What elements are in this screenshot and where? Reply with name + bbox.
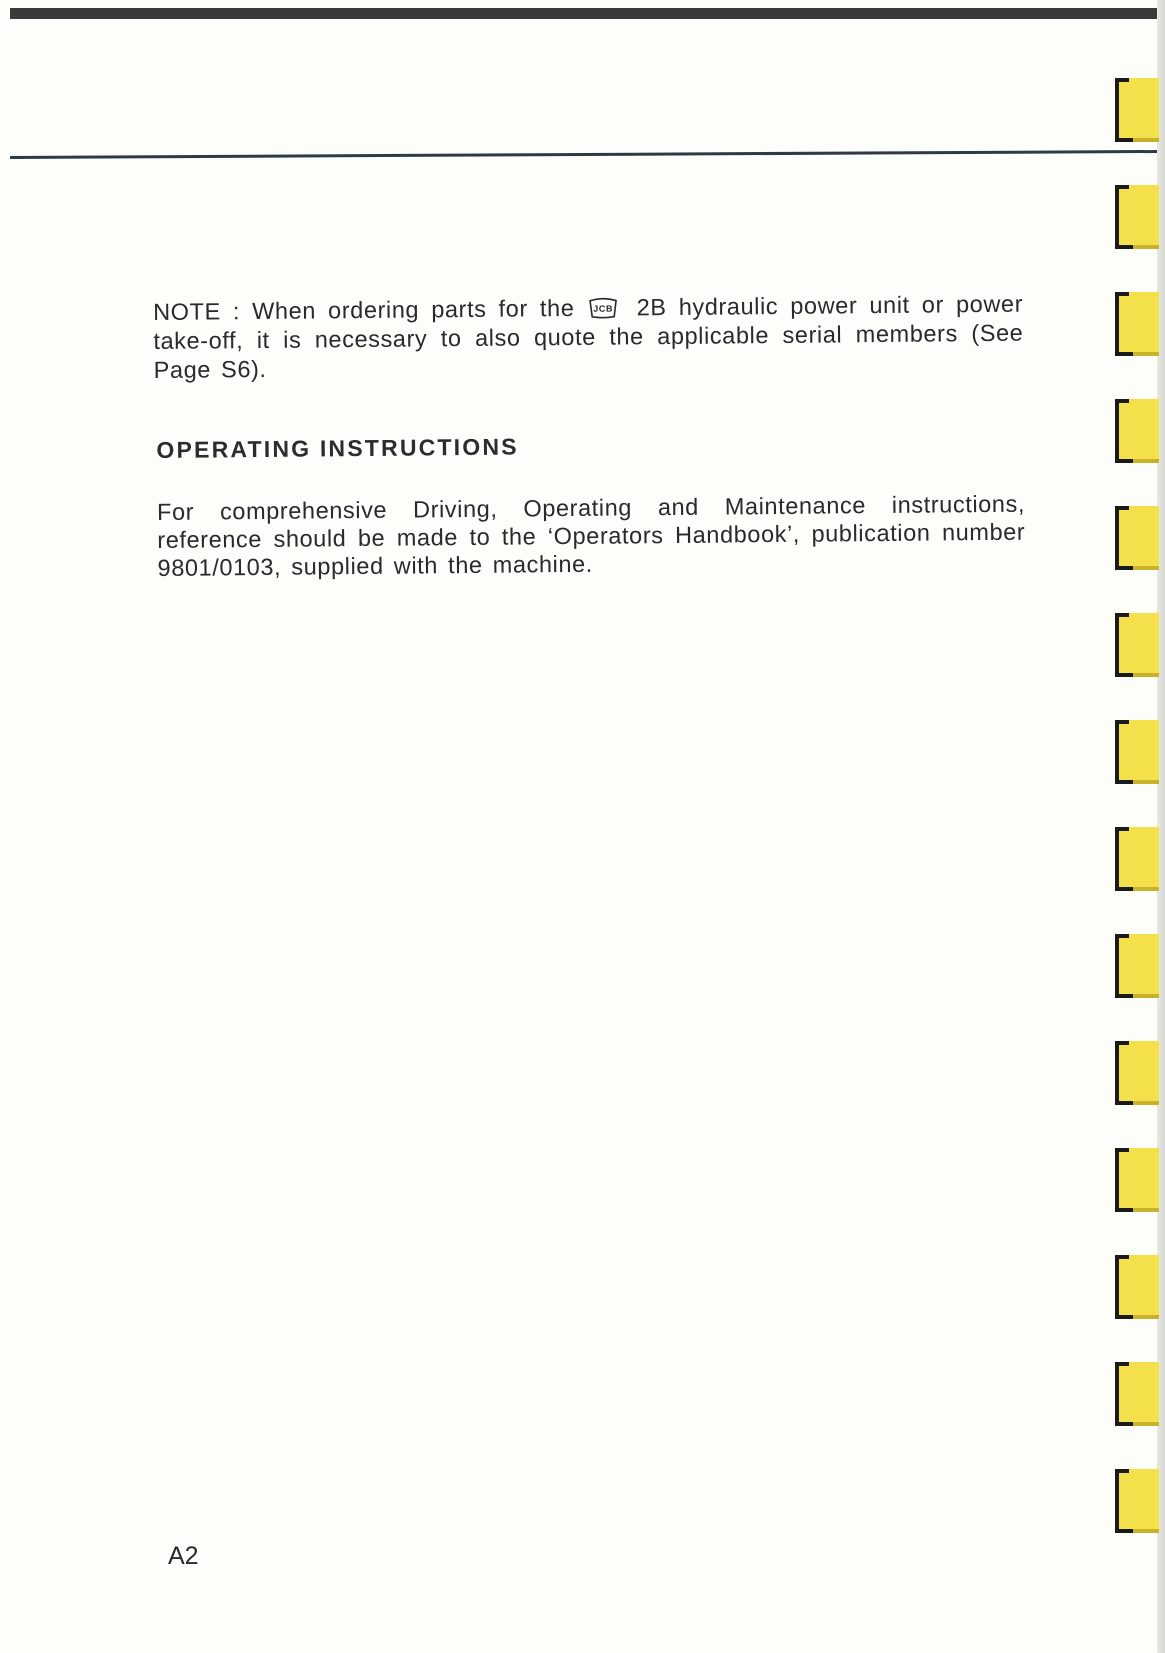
note-text-end: 2B hydraulic power unit or power take-off, it is necessary to also quote the applicable serial members (See Page S6).: [153, 290, 1024, 383]
note-paragraph: [153, 290, 1024, 385]
note-label: NOTE :: [153, 298, 241, 325]
index-tab[interactable]: [1115, 720, 1159, 784]
index-tab[interactable]: [1115, 827, 1159, 891]
header-rule: [10, 150, 1160, 159]
index-tab[interactable]: [1115, 506, 1159, 570]
index-tab[interactable]: [1115, 399, 1159, 463]
index-tab[interactable]: [1115, 78, 1159, 142]
page-number: A2: [168, 1542, 199, 1570]
index-tab[interactable]: [1115, 185, 1159, 249]
logo-text: JCB: [593, 303, 614, 314]
top-edge-bar: [10, 8, 1160, 19]
index-tabs: [1095, 0, 1165, 1653]
note-text-start: When ordering parts for the: [252, 294, 575, 325]
index-tab[interactable]: [1115, 1469, 1159, 1533]
index-tab[interactable]: [1115, 1255, 1159, 1319]
content-block: [153, 290, 1026, 582]
index-tab[interactable]: [1115, 1148, 1159, 1212]
index-tab[interactable]: [1115, 1362, 1159, 1426]
index-tab[interactable]: [1115, 1041, 1159, 1105]
index-tab[interactable]: [1115, 613, 1159, 677]
section-heading: OPERATING INSTRUCTIONS: [156, 433, 519, 463]
index-tab[interactable]: [1115, 934, 1159, 998]
jcb-logo-icon: [588, 297, 618, 319]
section-body: For comprehensive Driving, Operating and Maintenance instructions, reference should be made to the ‘Operators Handbook’, publication number 9801/0103, supplied with the machine.: [156, 490, 1026, 581]
index-tab[interactable]: [1115, 292, 1159, 356]
